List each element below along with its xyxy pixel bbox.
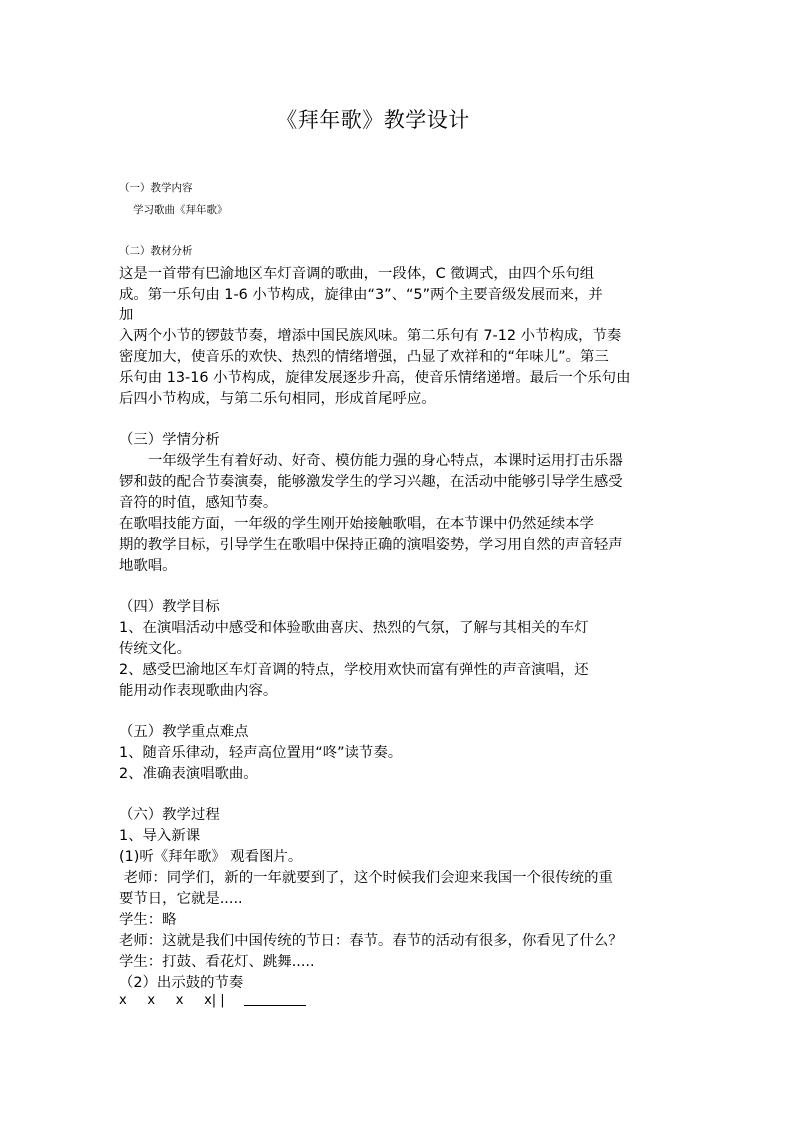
paragraph-line: 加 [119, 307, 134, 323]
paragraph-line: 一年级学生有着好动、好奇、模仿能力强的身心特点，本课时运用打击乐器 [148, 453, 623, 469]
paragraph-line: (1)听《拜年歌》 观看图片。 [119, 849, 303, 865]
paragraph-line: 成。第一乐句由 1-6 小节构成，旋律由“3”、“5”两个主要音级发展而来，并 [119, 287, 603, 303]
paragraph-line: 传统文化。 [119, 641, 191, 657]
paragraph-line: 学生：打鼓、看花灯、跳舞..... [119, 954, 315, 970]
paragraph-line: 老师：同学们，新的一年就要到了，这个时候我们会迎来我国一个很传统的重 [119, 870, 613, 886]
paragraph-line: 1、在演唱活动中感受和体验歌曲喜庆、热烈的气氛，了解与其相关的车灯 [119, 620, 589, 636]
paragraph-line: 在歌唱技能方面，一年级的学生刚开始接触歌唱，在本节课中仍然延续本学 [119, 516, 594, 532]
paragraph-line: 能用动作表现歌曲内容。 [119, 683, 278, 699]
section-heading-key-points: （五）教学重点难点 [119, 724, 249, 740]
paragraph-line: 期的教学目标，引导学生在歌唱中保持正确的演唱姿势，学习用自然的声音轻声 [119, 537, 623, 553]
paragraph-line: （2）出示鼓的节奏 [119, 975, 244, 991]
paragraph-line: 入两个小节的锣鼓节奏，增添中国民族风味。第二乐句有 7-12 小节构成，节奏 [119, 328, 622, 344]
paragraph-line: 要节日，它就是..... [119, 891, 243, 907]
section-heading-process: （六）教学过程 [119, 807, 220, 823]
drum-rhythm-notation: x x x x| | [119, 993, 225, 1008]
paragraph-line: 地歌唱。 [119, 558, 177, 574]
page-title: 《拜年歌》教学设计 [276, 108, 470, 132]
paragraph-line: 学生：略 [119, 912, 177, 928]
section-heading-analysis: （二）教材分析 [119, 245, 193, 257]
blank-underline [244, 1005, 306, 1006]
section-heading-content: （一）教学内容 [119, 182, 193, 194]
paragraph-line: 后四小节构成，与第二乐句相同，形成首尾呼应。 [119, 391, 436, 407]
paragraph-line: 2、准确表演唱歌曲。 [119, 766, 258, 782]
paragraph-line: 乐句由 13-16 小节构成，旋律发展逐步升高，使音乐情绪递增。最后一个乐句由 [119, 370, 631, 386]
paragraph-line: 老师：这就是我们中国传统的节日：春节。春节的活动有很多，你看见了什么？ [119, 933, 623, 949]
content-line: 学习歌曲《拜年歌》 [133, 204, 228, 216]
paragraph-line: 密度加大，使音乐的欢快、热烈的情绪增强，凸显了欢祥和的“年味儿”。第三 [119, 349, 609, 365]
paragraph-line: 这是一首带有巴渝地区车灯音调的歌曲，一段体，C 徵调式，由四个乐句组 [119, 266, 595, 282]
paragraph-line: 1、随音乐律动，轻声高位置用“咚”读节奏。 [119, 745, 403, 761]
section-heading-students: （三）学情分析 [119, 432, 220, 448]
paragraph-line: 锣和鼓的配合节奏演奏，能够激发学生的学习兴趣，在活动中能够引导学生感受 [119, 474, 623, 490]
section-heading-goals: （四）教学目标 [119, 599, 220, 615]
paragraph-line: 音符的时值，感知节奏。 [119, 495, 278, 511]
paragraph-line: 1、导入新课 [119, 828, 201, 844]
paragraph-line: 2、感受巴渝地区车灯音调的特点，学校用欢快而富有弹性的声音演唱，还 [119, 662, 589, 678]
